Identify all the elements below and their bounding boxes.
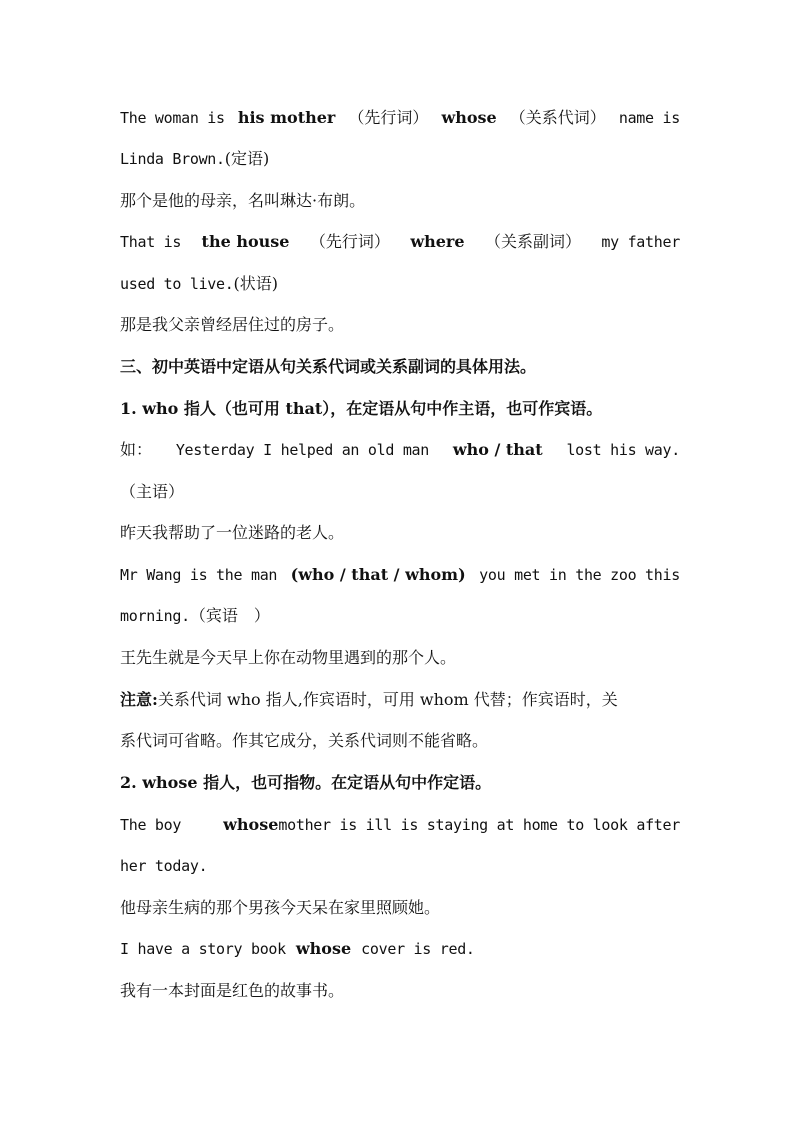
example-line xyxy=(120,147,680,171)
example-line xyxy=(120,438,680,462)
note-line: 系代词可省略。作其它成分，关系代词则不能省略。 xyxy=(120,731,489,750)
text: （宾语 ） xyxy=(189,606,270,625)
text: name is xyxy=(618,109,680,127)
text: （关系代词） xyxy=(509,108,606,127)
example-line xyxy=(120,813,680,837)
text: used to live. xyxy=(120,275,234,293)
text: Mr Wang is the man xyxy=(120,566,278,584)
bold-text: whose xyxy=(223,815,279,834)
text: Yesterday I helped an old man xyxy=(175,441,430,459)
note-line xyxy=(120,688,680,712)
text: mother is ill is staying at home to look after xyxy=(278,816,680,834)
bold-text: whose xyxy=(441,108,497,127)
text: （关系副词） xyxy=(484,232,581,251)
translation-line: 那是我父亲曾经居住过的房子。 xyxy=(120,315,345,334)
text: you met in the zoo this xyxy=(479,566,680,584)
text: morning. xyxy=(120,607,190,625)
example-line: her today. xyxy=(120,857,208,875)
example-line xyxy=(120,937,680,961)
example-line xyxy=(120,106,680,130)
text: （先行词） xyxy=(309,232,390,251)
translation-line: 那个是他的母亲，名叫琳达·布朗。 xyxy=(120,191,366,210)
bold-text: whose xyxy=(295,939,352,958)
text: my father xyxy=(601,233,680,251)
text: (定语) xyxy=(224,149,270,168)
text: The woman is xyxy=(120,109,225,127)
example-line xyxy=(120,230,680,254)
text: That is xyxy=(120,233,182,251)
translation-line: 他母亲生病的那个男孩今天呆在家里照顾她。 xyxy=(120,898,441,917)
bold-text: who / that xyxy=(452,440,543,459)
text: The boy xyxy=(120,816,182,834)
translation-line: 王先生就是今天早上你在动物里遇到的那个人。 xyxy=(120,648,457,667)
rule-heading: 1. who 指人（也可用 that），在定语从句中作主语，也可作宾语。 xyxy=(120,399,603,418)
text: (状语) xyxy=(233,274,279,293)
text: 如： xyxy=(120,440,153,459)
note-label: 注意: xyxy=(120,690,158,709)
text: （先行词） xyxy=(348,108,429,127)
example-line xyxy=(120,563,680,587)
rule-heading: 2. whose 指人，也可指物。在定语从句中作定语。 xyxy=(120,773,492,792)
bold-text: his mother xyxy=(237,108,336,127)
text: Linda Brown. xyxy=(120,150,225,168)
bold-text: where xyxy=(410,232,465,251)
bold-text: the house xyxy=(201,232,290,251)
text: I have a story book xyxy=(120,940,286,958)
text: cover is red. xyxy=(361,940,475,958)
text: 关系代词 who 指人,作宾语时，可用 whom 代替；作宾语时，关 xyxy=(157,690,618,709)
example-line xyxy=(120,604,680,628)
example-line xyxy=(120,272,680,296)
bold-text: (who / that / whom) xyxy=(290,565,466,584)
grammar-note: （主语） xyxy=(120,482,185,501)
translation-line: 我有一本封面是红色的故事书。 xyxy=(120,981,345,1000)
text: lost his way. xyxy=(566,441,680,459)
translation-line: 昨天我帮助了一位迷路的老人。 xyxy=(120,523,345,542)
section-heading: 三、初中英语中定语从句关系代词或关系副词的具体用法。 xyxy=(120,357,537,376)
